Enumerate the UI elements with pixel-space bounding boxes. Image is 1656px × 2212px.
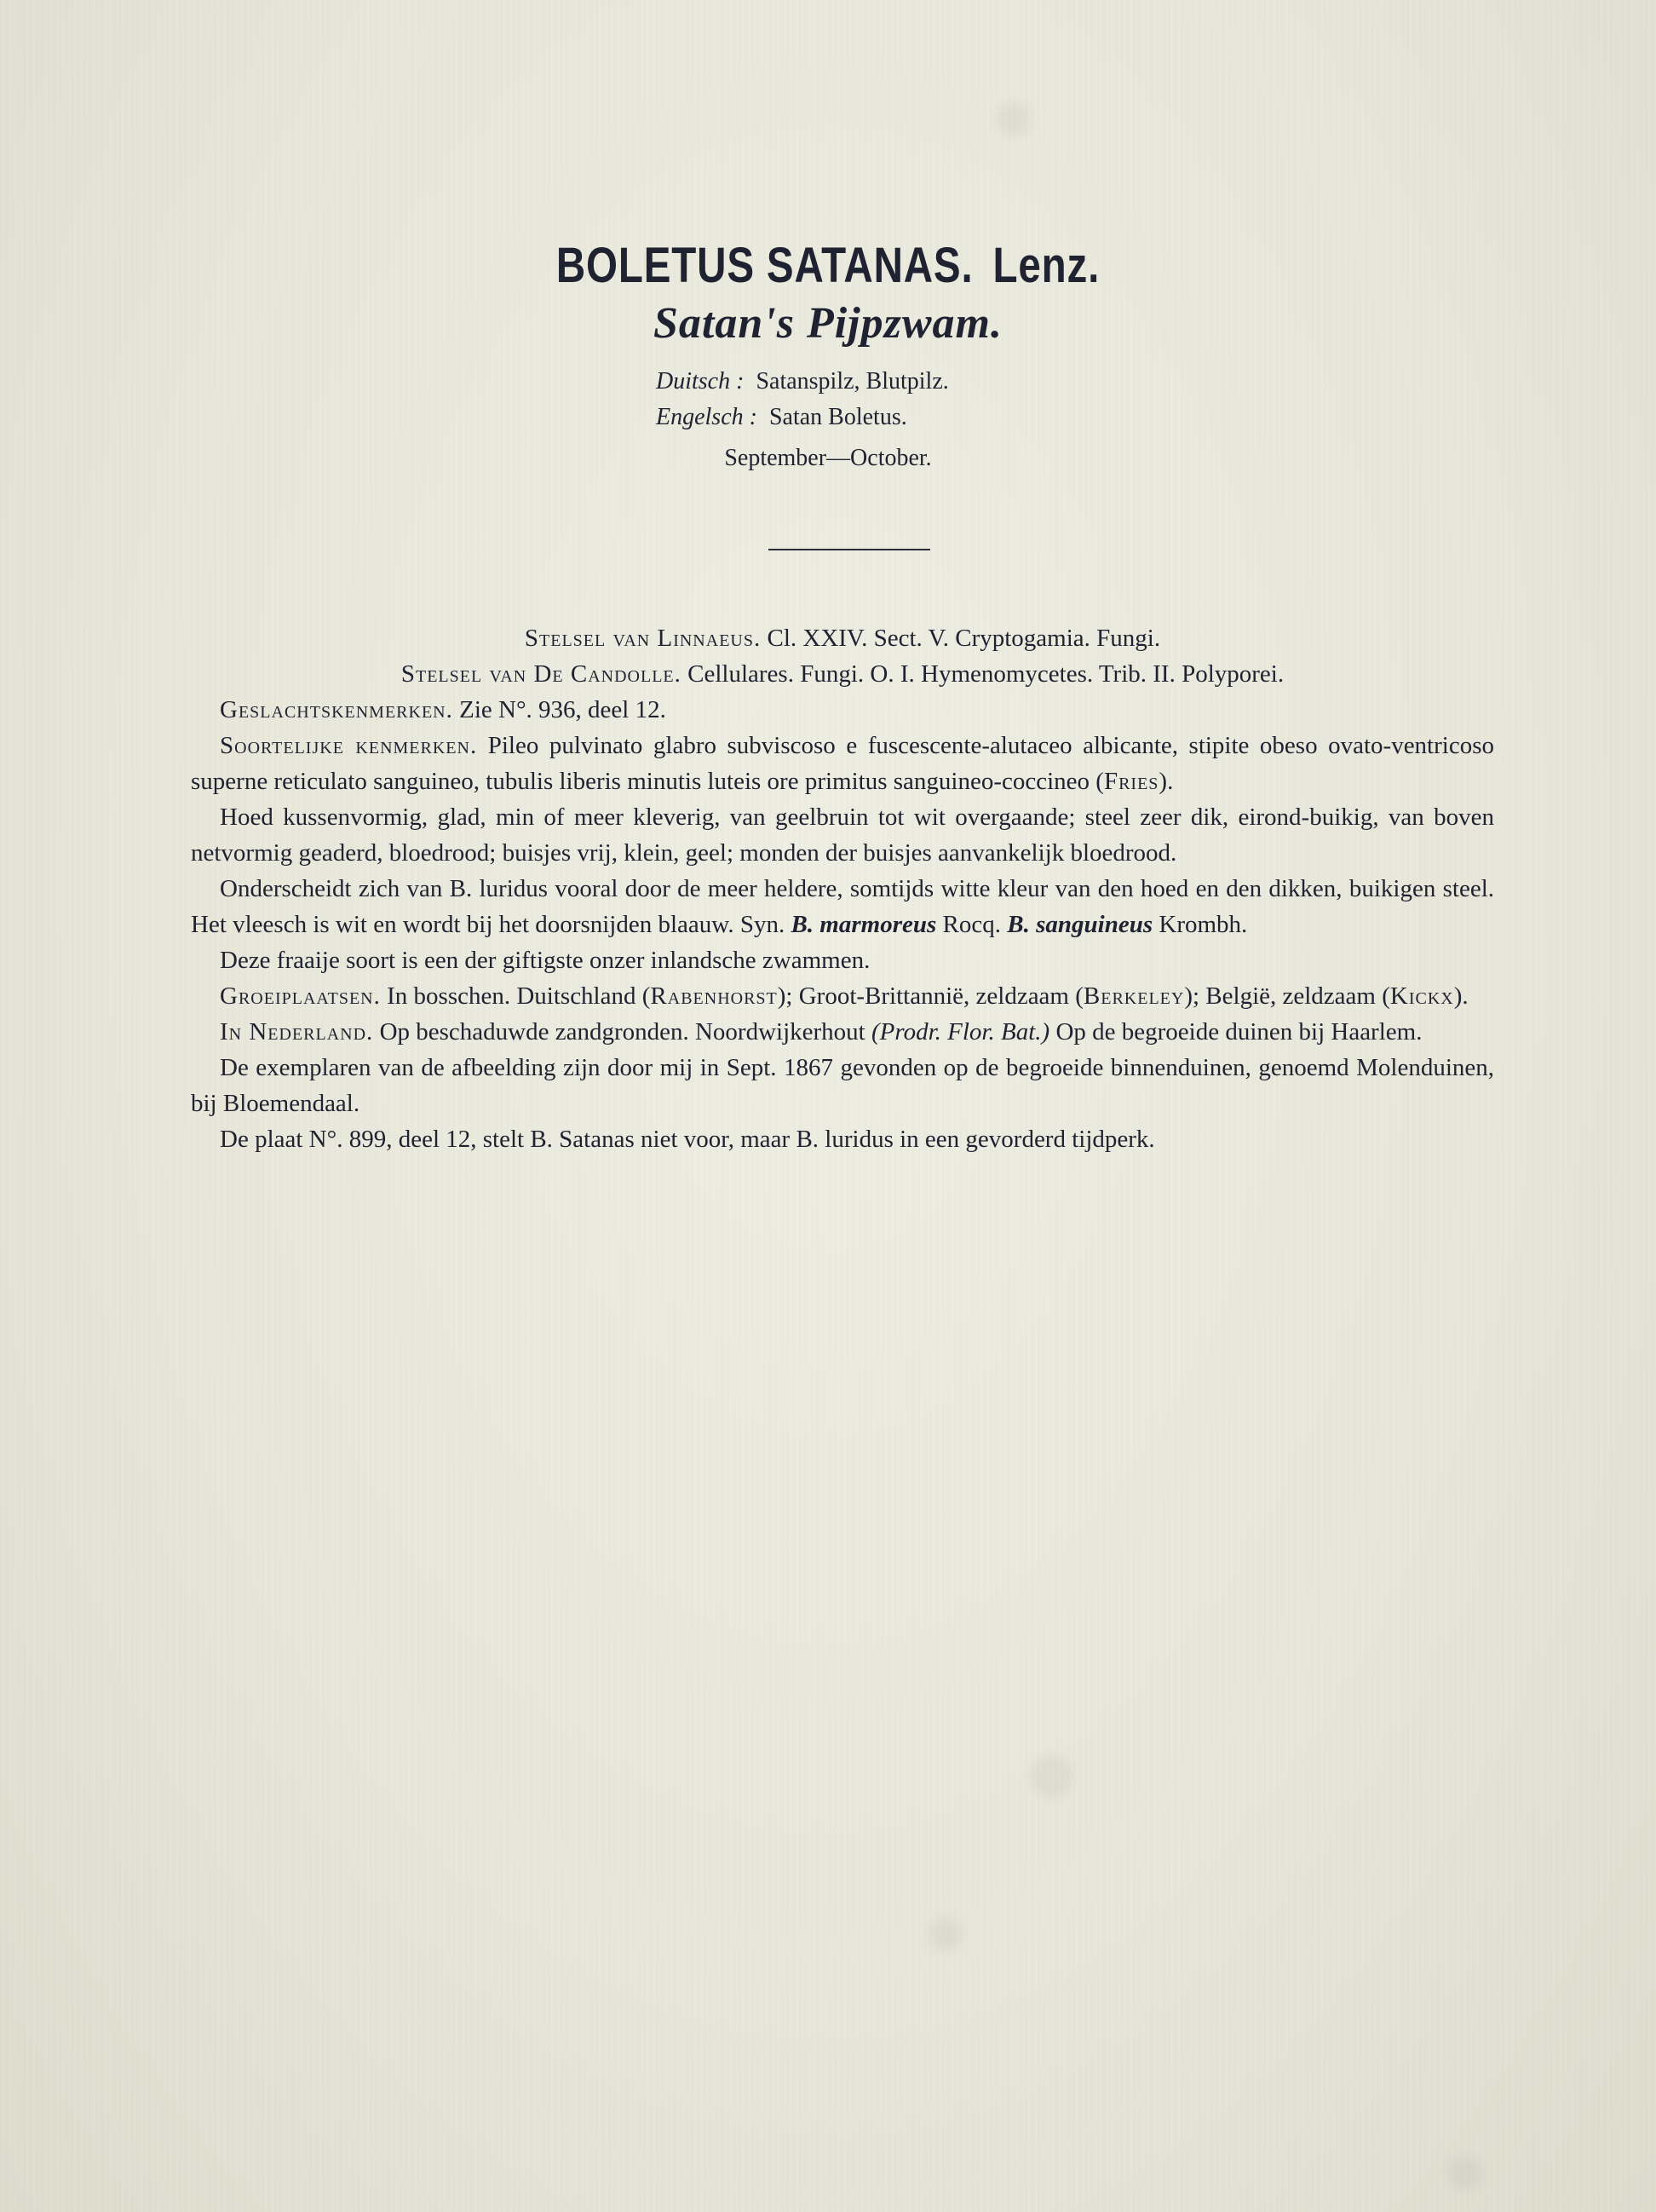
name-german <box>656 365 949 399</box>
title-species: BOLETUS SATANAS. <box>555 238 974 293</box>
page-title <box>149 237 1507 294</box>
paragraph-plaat: De plaat N°. 899, deel 12, stelt B. Satanas niet voor, maar B. luridus in een gevorderd tijdperk. <box>220 1126 1155 1153</box>
section-label: Stelsel van De Candolle. <box>400 660 681 688</box>
text-run: Op de begroeide duinen bij Haarlem. <box>1049 1018 1423 1046</box>
body-text <box>191 620 1494 1157</box>
paragraph-hoed: Hoed kussenvormig, glad, min of meer kleverig, van geelbruin tot wit overgaande; steel zeer dik, eirond-buikig, van boven netvormig geaderd, bloedrood; buisjes vrij, klein, geel; monden der buisjes aanvankelijk bloedrood. <box>191 804 1494 867</box>
name-language: Duitsch : <box>656 368 745 395</box>
text-run: Krombh. <box>1153 911 1248 938</box>
paper-stain <box>997 102 1031 136</box>
species-characteristics <box>191 728 1494 799</box>
paragraph-onderscheid <box>191 871 1494 942</box>
synonym: B. marmoreus <box>791 911 937 938</box>
paper-stain <box>1031 1755 1073 1798</box>
title-author: Lenz. <box>992 238 1101 293</box>
section-text: Cellulares. Fungi. O. I. Hymenomycetes. Trib. II. Polyporei. <box>687 660 1285 688</box>
text-run: Rocq. <box>936 911 1008 938</box>
text-run: ); Groot-Brittannië, zeldzaam ( <box>777 982 1084 1010</box>
name-english <box>656 400 907 435</box>
text-run: Op beschaduwde zandgronden. Noordwijkerhout <box>379 1018 871 1046</box>
source-author: Berkeley <box>1083 982 1185 1010</box>
section-text: Zie N°. 936, deel 12. <box>459 696 666 723</box>
section-label: In Nederland. <box>220 1018 374 1046</box>
section-label: Geslachtskenmerken. <box>220 696 453 723</box>
text-run: ); België, zeldzaam ( <box>1184 982 1390 1010</box>
classification-candolle <box>191 656 1494 692</box>
genus-characteristics <box>191 692 1494 728</box>
paragraph-fraaije: Deze fraaije soort is een der giftigste onzer inlandsche zwammen. <box>220 947 871 974</box>
paragraph-exemplaren: De exemplaren van de afbeelding zijn door mij in Sept. 1867 gevonden op de begroeide binnenduinen, genoemd Molenduinen, bij Bloemendaal. <box>191 1054 1494 1117</box>
classification-linnaeus <box>191 620 1494 656</box>
paper-stain <box>1448 2156 1482 2190</box>
page-subtitle: Satan's Pijpzwam. <box>653 299 1003 348</box>
synonym: B. sanguineus <box>1007 911 1153 938</box>
section-text: Cl. XXIV. Sect. V. Cryptogamia. Fungi. <box>767 625 1161 652</box>
text-run: Onderscheidt zich van B. luridus vooral door de meer heldere, somtijds witte kleur van den hoed en den dikken, buikigen steel. Het vleesch is wit en wordt bij het doorsnijden blaauw. Syn. <box>191 875 1494 938</box>
section-label: Soortelijke kenmerken. <box>220 732 478 759</box>
season: September—October. <box>724 445 932 471</box>
name-value: Satan Boletus. <box>768 404 907 430</box>
divider <box>768 549 930 550</box>
text-run: In bosschen. Duitschland ( <box>387 982 651 1010</box>
paragraph-groeiplaatsen <box>191 978 1494 1014</box>
latin-description: Pileo pulvinato glabro subviscoso e fuscescente-alutaceo albicante, stipite obeso ovato-ventricoso superne reticulato sanguineo, tubulis liberis minutis luteis ore primitus sanguineo-coccineo ( <box>191 732 1494 795</box>
source-author: Fries <box>1103 768 1159 795</box>
paragraph-nederland <box>191 1014 1494 1050</box>
section-label: Stelsel van Linnaeus. <box>524 625 762 652</box>
text-run: ). <box>1453 982 1469 1010</box>
reference: (Prodr. Flor. Bat.) <box>871 1018 1050 1046</box>
paper-stain <box>929 1917 963 1951</box>
punctuation: ). <box>1159 768 1174 795</box>
source-author: Rabenhorst <box>650 982 778 1010</box>
source-author: Kickx <box>1389 982 1454 1010</box>
section-label: Groeiplaatsen. <box>220 982 381 1010</box>
name-value: Satanspilz, Blutpilz. <box>756 368 949 395</box>
name-language: Engelsch : <box>656 404 757 430</box>
